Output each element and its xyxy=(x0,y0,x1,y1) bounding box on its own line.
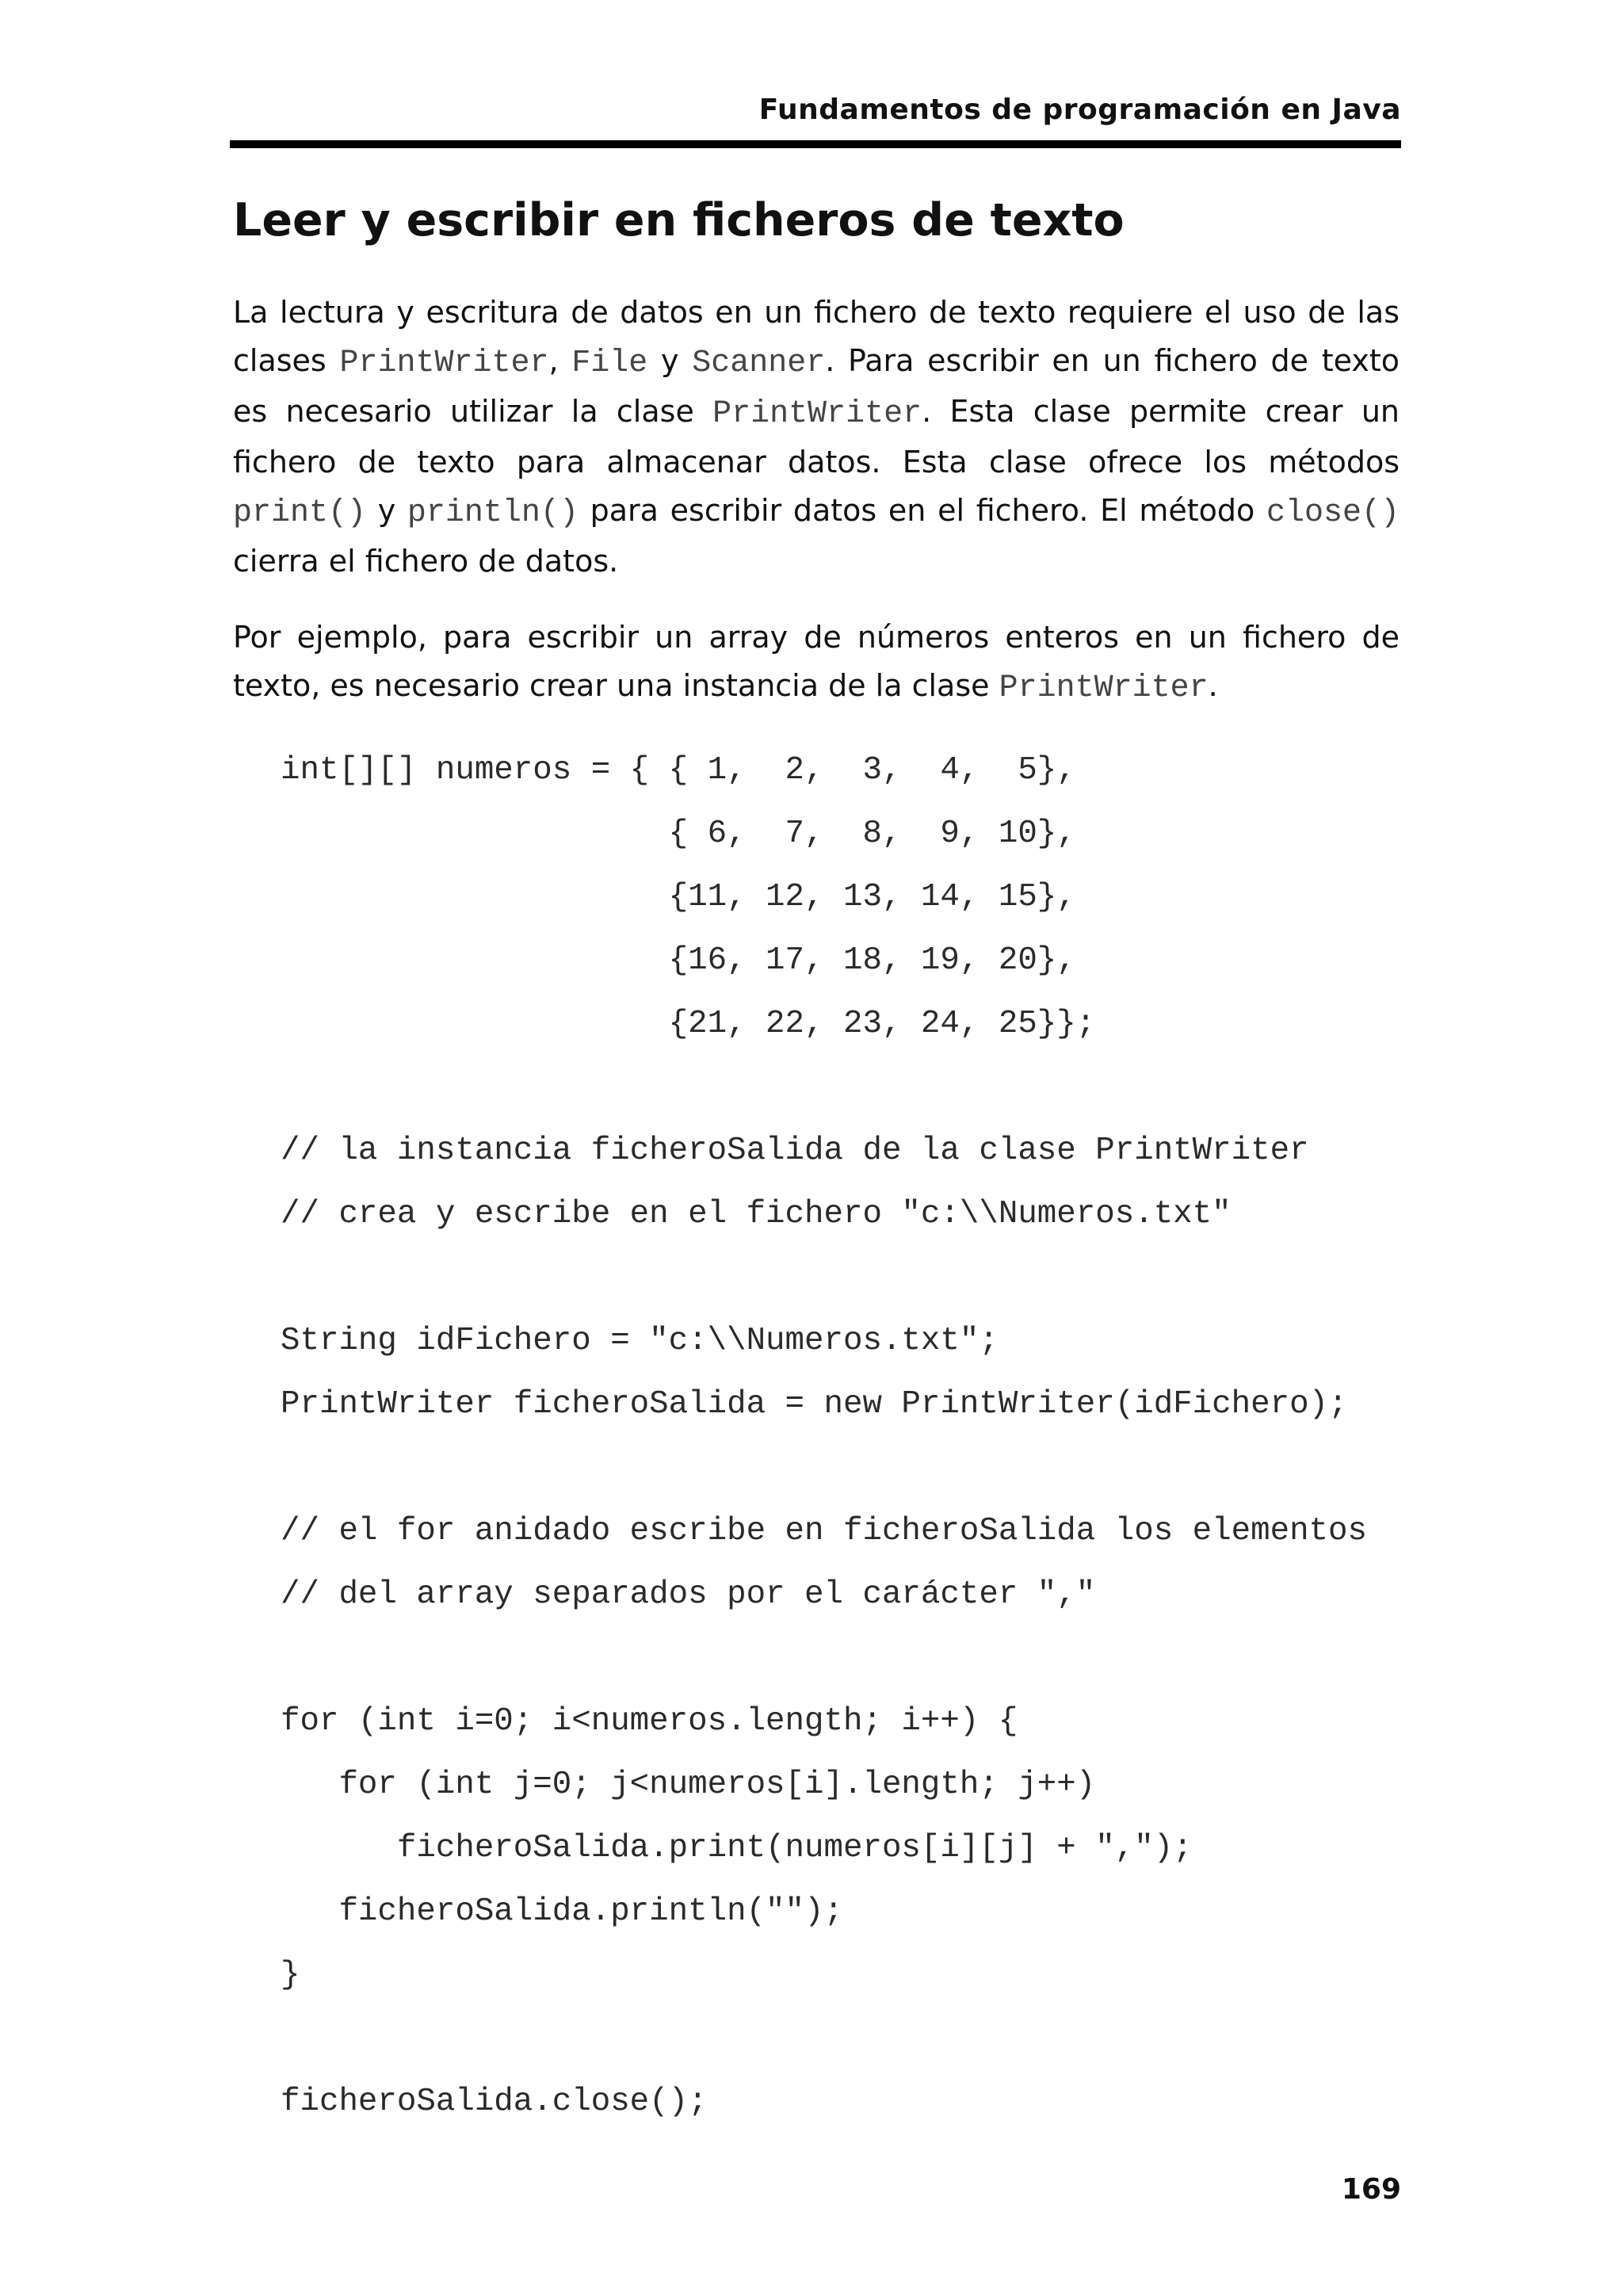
paragraph-text: . Esta clase permite crear un fichero de texto para almacenar datos. Esta clase ofrece los métodos xyxy=(233,394,1400,479)
paragraph-text: y xyxy=(647,343,693,378)
code-line xyxy=(281,1626,1367,1690)
code-line: } xyxy=(281,1957,300,1993)
inline-code: close() xyxy=(1266,495,1400,531)
code-line: ficheroSalida.close(); xyxy=(281,2084,708,2120)
code-line: for (int i=0; i<numeros.length; i++) { xyxy=(281,1703,1018,1740)
inline-code: PrintWriter xyxy=(712,396,922,432)
inline-code: Scanner xyxy=(692,346,826,381)
code-line: ficheroSalida.print(numeros[i][j] + ","); xyxy=(281,1830,1193,1866)
inline-code: println() xyxy=(407,495,579,531)
paragraph-text: cierra el fichero de datos. xyxy=(233,544,619,579)
code-line: ficheroSalida.println(""); xyxy=(281,1893,843,1930)
paragraph-text: La lectura y escritura de datos en un fichero de texto requiere el uso de las clases xyxy=(233,295,1400,378)
code-line: {16, 17, 18, 19, 20}, xyxy=(281,942,1076,979)
example-paragraph xyxy=(233,613,1400,712)
code-listing xyxy=(281,739,1367,2134)
code-line: String idFichero = "c:\\Numeros.txt"; xyxy=(281,1323,999,1359)
inline-code: PrintWriter xyxy=(999,670,1209,706)
paragraph-text: para escribir datos en el fichero. El método xyxy=(578,493,1266,528)
page-number: 169 xyxy=(1341,2173,1401,2206)
inline-code: print() xyxy=(233,495,367,531)
code-line: // crea y escribe en el fichero "c:\\Numeros.txt" xyxy=(281,1196,1232,1232)
paragraph-text: y xyxy=(366,493,407,528)
code-line: int[][] numeros = { { 1, 2, 3, 4, 5}, xyxy=(281,752,1076,789)
code-line: {21, 22, 23, 24, 25}}; xyxy=(281,1006,1096,1042)
inline-code: File xyxy=(571,346,648,381)
section-title: Leer y escribir en ficheros de texto xyxy=(233,194,1125,246)
code-line: for (int j=0; j<numeros[i].length; j++) xyxy=(281,1767,1096,1803)
code-line xyxy=(281,2007,1367,2070)
paragraph-text: , xyxy=(548,343,572,378)
paragraph-text: Por ejemplo, para escribir un array de números enteros en un fichero de texto, es necesario crear una instancia de la clase xyxy=(233,620,1400,703)
code-line xyxy=(281,1056,1367,1119)
code-line: // el for anidado escribe en ficheroSalida los elementos xyxy=(281,1513,1367,1549)
running-header: Fundamentos de programación en Java xyxy=(758,94,1401,126)
code-line: // la instancia ficheroSalida de la clase PrintWriter xyxy=(281,1133,1309,1169)
code-line: PrintWriter ficheroSalida = new PrintWriter(idFichero); xyxy=(281,1386,1348,1423)
inline-code: PrintWriter xyxy=(339,346,549,381)
code-line xyxy=(281,1436,1367,1499)
code-line: {11, 12, 13, 14, 15}, xyxy=(281,879,1076,915)
code-line: // del array separados por el carácter "," xyxy=(281,1576,1096,1613)
code-line: { 6, 7, 8, 9, 10}, xyxy=(281,816,1076,852)
code-line xyxy=(281,1246,1367,1309)
paragraph-text: . xyxy=(1208,668,1218,703)
header-rule xyxy=(230,140,1401,148)
paragraph-text: . Para escribir en un fichero de texto es necesario utilizar la clase xyxy=(233,343,1400,429)
intro-paragraph xyxy=(233,288,1400,586)
